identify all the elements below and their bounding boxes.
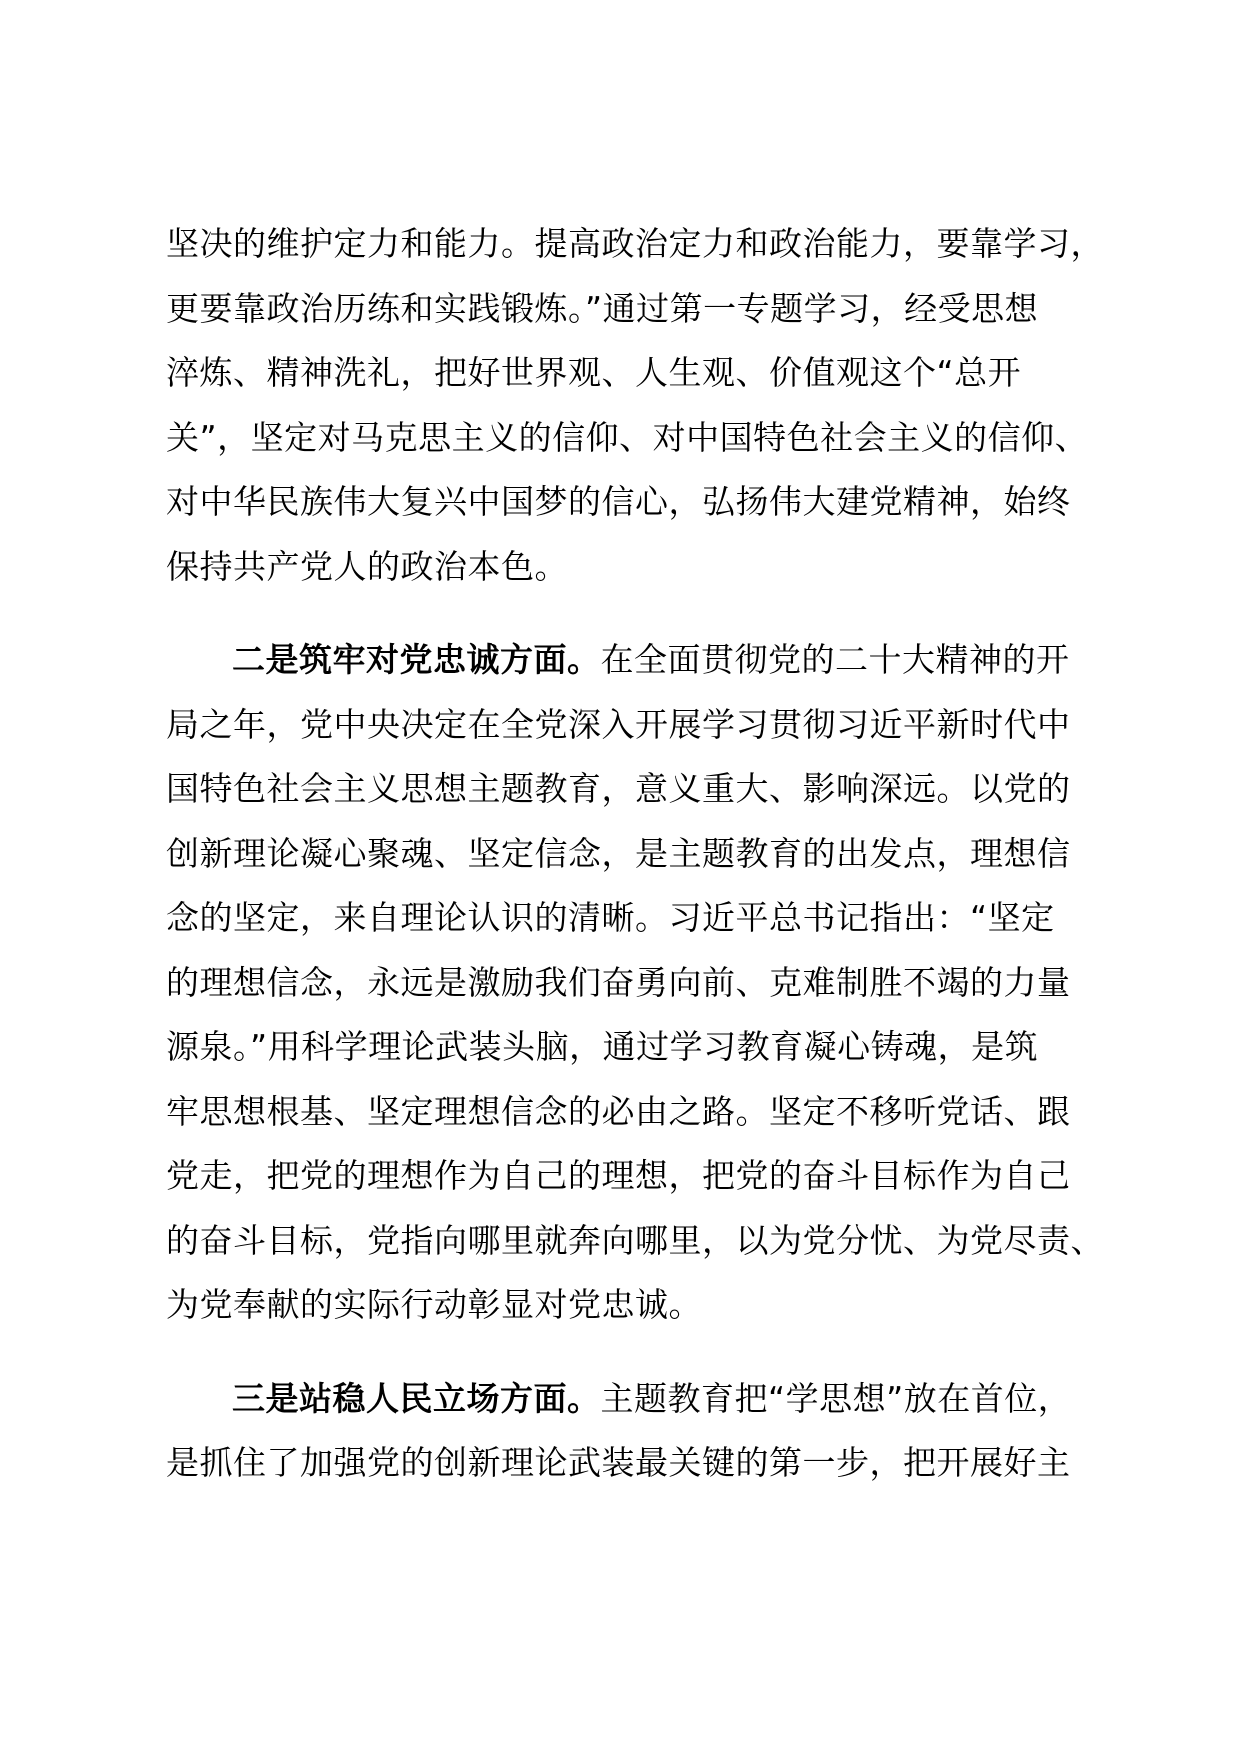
text-line: 关”，坚定对马克思主义的信仰、对中国特色社会主义的信仰、 — [166, 417, 1089, 457]
text-line: 保持共产党人的政治本色。 — [166, 546, 568, 586]
paragraph-text: 在全面贯彻党的二十大精神的开 — [600, 640, 1070, 679]
text-line: 的理想信念，永远是激励我们奋勇向前、克难制胜不竭的力量 — [166, 962, 1071, 1002]
document-page — [166, 212, 1104, 1496]
text-line: 坚决的维护定力和能力。提高政治定力和政治能力，要靠学习， — [166, 224, 1104, 263]
text-line: 更要靠政治历练和实践锻炼。”通过第一专题学习，经受思想 — [166, 288, 1039, 328]
paragraph-3 — [166, 1367, 1086, 1496]
paragraph-text: 主题教育把“学思想”放在首位， — [600, 1378, 1072, 1418]
text-line: 是抓住了加强党的创新理论武装最关键的第一步，把开展好主 — [166, 1443, 1071, 1482]
text-line: 源泉。”用科学理论武装头脑，通过学习教育凝心铸魂，是筑 — [166, 1027, 1039, 1066]
paragraph-lead-heading: 二是筑牢对党忠诚方面。 — [232, 640, 601, 679]
text-line: 对中华民族伟大复兴中国梦的信心，弘扬伟大建党精神，始终 — [166, 482, 1071, 521]
text-line: 党走，把党的理想作为自己的理想，把党的奋斗目标作为自己 — [166, 1156, 1071, 1195]
text-line: 局之年，党中央决定在全党深入开展学习贯彻习近平新时代中 — [166, 704, 1071, 744]
text-line-first — [166, 1367, 1086, 1432]
paragraph-1 — [166, 212, 1104, 599]
paragraph-2 — [166, 628, 1104, 1338]
text-line: 国特色社会主义思想主题教育，意义重大、影响深远。以党的 — [166, 769, 1071, 808]
text-line: 淬炼、精神洗礼，把好世界观、人生观、价值观这个“总开 — [166, 353, 1022, 392]
text-line: 的奋斗目标，党指向哪里就奔向哪里，以为党分忧、为党尽责、 — [166, 1220, 1104, 1260]
text-line: 念的坚定，来自理论认识的清晰。习近平总书记指出：“坚定 — [166, 898, 1055, 937]
text-line: 牢思想根基、坚定理想信念的必由之路。坚定不移听党话、跟 — [166, 1091, 1071, 1131]
text-line-first — [166, 628, 1086, 693]
paragraph-lead-heading: 三是站稳人民立场方面。 — [232, 1378, 601, 1418]
text-line: 创新理论凝心聚魂、坚定信念，是主题教育的出发点，理想信 — [166, 833, 1071, 873]
text-line: 为党奉献的实际行动彰显对党忠诚。 — [166, 1285, 702, 1324]
